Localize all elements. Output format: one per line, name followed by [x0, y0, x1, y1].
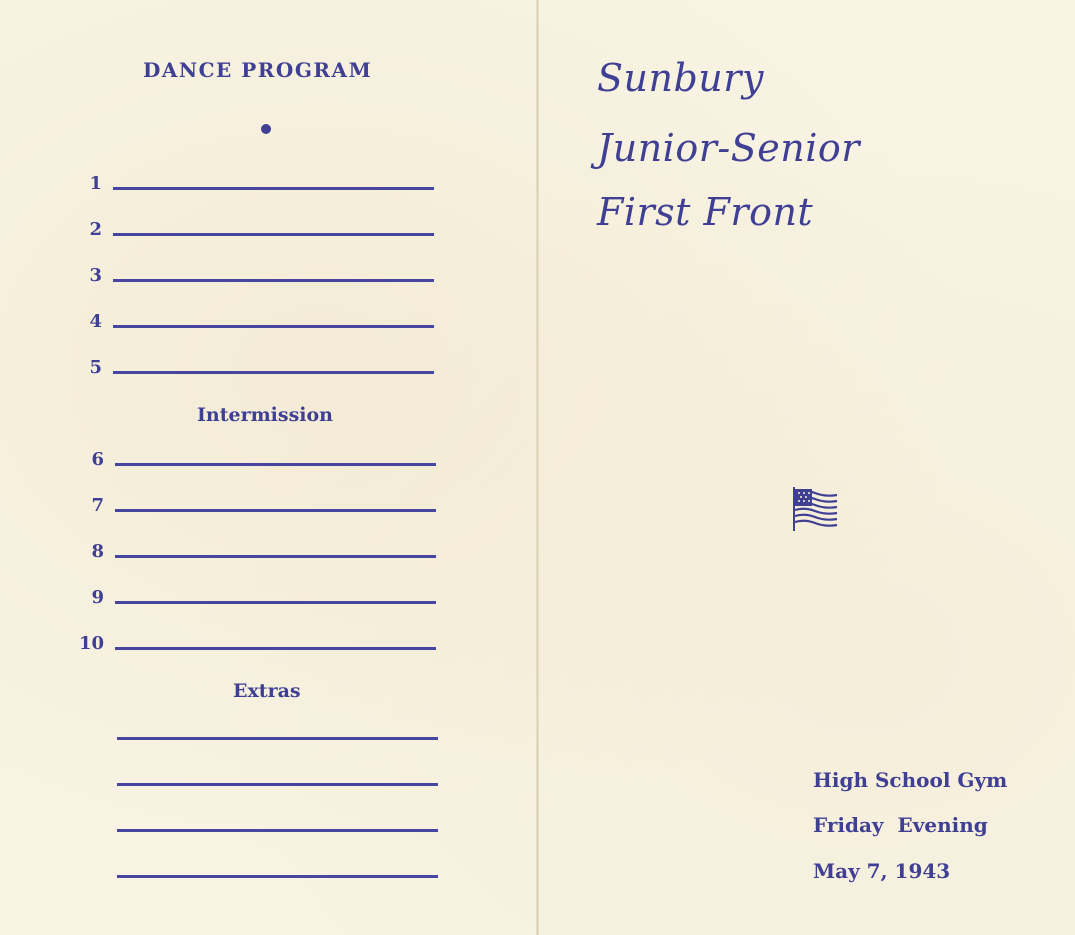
right-panel	[539, 0, 1075, 935]
event-line-2: First Front	[597, 190, 814, 234]
dance-number: 7	[91, 495, 104, 516]
signature-line	[113, 187, 434, 190]
signature-line	[113, 233, 434, 236]
signature-line	[113, 371, 434, 374]
signature-line	[113, 279, 434, 282]
left-panel	[0, 0, 536, 935]
extra-line	[117, 783, 438, 786]
dance-number: 5	[89, 357, 102, 378]
extra-line	[117, 737, 438, 740]
dance-number: 6	[91, 449, 104, 470]
dance-line	[0, 357, 440, 387]
signature-line	[115, 647, 436, 650]
us-flag-icon	[791, 485, 839, 533]
dance-number: 10	[78, 633, 104, 654]
signature-line	[115, 555, 436, 558]
dance-line	[2, 449, 442, 479]
date-text: May 7, 1943	[813, 859, 951, 883]
school-name: Sunbury	[597, 56, 764, 100]
dance-line	[0, 311, 440, 341]
day-text: Friday Evening	[813, 813, 988, 837]
dance-number: 9	[91, 587, 104, 608]
extra-line	[117, 875, 438, 878]
bullet-dot	[261, 124, 271, 134]
dance-line	[2, 495, 442, 525]
dance-number: 4	[89, 311, 102, 332]
dance-number: 2	[89, 219, 102, 240]
dance-line	[2, 633, 442, 663]
venue-text: High School Gym	[813, 768, 1008, 792]
signature-line	[115, 509, 436, 512]
dance-line	[2, 541, 442, 571]
intermission-label: Intermission	[197, 404, 333, 426]
dance-line	[0, 265, 440, 295]
dance-number: 8	[91, 541, 104, 562]
dance-number: 1	[89, 173, 102, 194]
signature-line	[113, 325, 434, 328]
event-line-1: Junior-Senior	[597, 126, 860, 170]
dance-line	[0, 219, 440, 249]
signature-line	[115, 601, 436, 604]
dance-line	[0, 173, 440, 203]
extras-label: Extras	[233, 680, 301, 702]
dance-line	[2, 587, 442, 617]
signature-line	[115, 463, 436, 466]
extra-line	[117, 829, 438, 832]
dance-number: 3	[89, 265, 102, 286]
program-title: DANCE PROGRAM	[143, 58, 373, 82]
